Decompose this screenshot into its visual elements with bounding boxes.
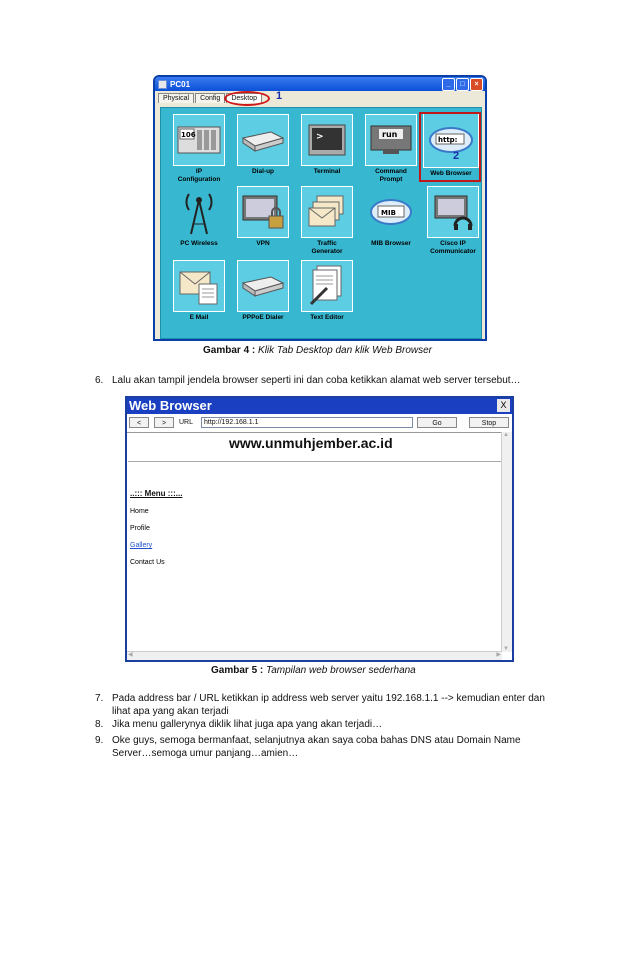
site-link-gallery[interactable]: Gallery (130, 542, 153, 549)
app-label: Dial-up (251, 168, 275, 175)
step-number: 6. (95, 375, 104, 386)
caption-text: Klik Tab Desktop dan klik Web Browser (258, 345, 432, 356)
close-button[interactable]: × (470, 78, 483, 91)
app-label: Traffic Generator (311, 240, 343, 255)
url-input[interactable]: http://192.168.1.1 (201, 417, 413, 428)
site-divider (128, 461, 501, 462)
app-label: Command Prompt (375, 168, 407, 183)
app-mib-browser[interactable] (359, 186, 423, 248)
step-text: lihat apa yang akan terjadi (112, 706, 229, 717)
modem-icon (237, 114, 289, 166)
svg-text:run: run (382, 130, 398, 139)
svg-text:>: > (316, 132, 324, 142)
email-icon (173, 260, 225, 312)
vertical-scrollbar[interactable] (501, 432, 512, 652)
step-marker-2: 2 (453, 150, 460, 162)
pc-desktop (160, 107, 482, 339)
step-number: 9. (95, 735, 104, 746)
caption-text: Tampilan web browser sederhana (266, 665, 416, 676)
app-icon (158, 80, 167, 89)
app-label: PC Wireless (180, 240, 218, 247)
scroll-right-icon[interactable]: ▶ (496, 652, 501, 658)
pppoe-dialer-icon (237, 260, 289, 312)
scroll-down-icon[interactable]: ▼ (503, 646, 509, 652)
step-text: Oke guys, semoga bermanfaat, selanjutnya akan saya coba bahas DNS atau Domain Name (112, 735, 521, 746)
app-label: VPN (256, 240, 270, 247)
svg-text:MIB: MIB (381, 209, 396, 217)
app-traffic-generator[interactable] (295, 186, 359, 256)
app-pppoe-dialer[interactable] (231, 260, 295, 322)
app-label: Cisco IP Communicator (430, 240, 476, 255)
scroll-left-icon[interactable]: ◀ (128, 652, 133, 658)
app-dial-up[interactable] (231, 114, 295, 176)
step-9 (95, 734, 595, 762)
app-pc-wireless[interactable] (167, 186, 231, 248)
pc01-titlebar (155, 77, 485, 91)
ip-communicator-icon (427, 186, 479, 238)
web-browser-highlight (419, 112, 481, 182)
step-7 (95, 692, 595, 720)
site-title: www.unmuhjember.ac.id (229, 435, 393, 451)
browser-titlebar (127, 398, 512, 414)
text-editor-icon (301, 260, 353, 312)
step-marker-1: 1 (276, 90, 283, 102)
site-menu-heading: ..::: Menu :::... (130, 489, 183, 498)
figure-4-caption (203, 345, 432, 356)
step-6 (95, 374, 575, 388)
terminal-icon (301, 114, 353, 166)
stop-button[interactable]: Stop (469, 417, 509, 428)
command-prompt-icon (365, 114, 417, 166)
browser-title: Web Browser (129, 398, 212, 413)
go-button[interactable]: Go (417, 417, 457, 428)
app-vpn[interactable] (231, 186, 295, 248)
maximize-button[interactable]: □ (456, 78, 469, 91)
app-ip-configuration[interactable] (167, 114, 231, 184)
step-text: Jika menu gallerynya diklik lihat juga apa yang akan terjadi… (112, 719, 383, 730)
app-label: Web Browser (430, 170, 472, 177)
web-browser-window (125, 396, 514, 662)
app-label: Terminal (313, 168, 341, 175)
app-label: Text Editor (310, 314, 344, 321)
app-email[interactable] (167, 260, 231, 322)
app-cisco-ip-communicator[interactable] (421, 186, 485, 256)
tab-desktop[interactable]: Desktop (226, 93, 262, 103)
forward-button[interactable]: > (154, 417, 174, 428)
vpn-lock-icon (237, 186, 289, 238)
figure-5-caption (211, 665, 416, 676)
app-label: E Mail (189, 314, 209, 321)
app-label: MIB Browser (371, 240, 411, 247)
browser-viewport (127, 432, 502, 652)
tab-physical[interactable]: Physical (158, 93, 194, 103)
traffic-generator-icon (301, 186, 353, 238)
back-button[interactable]: < (129, 417, 149, 428)
app-command-prompt[interactable] (359, 114, 423, 184)
step-8 (95, 718, 595, 732)
step-text: Pada address bar / URL ketikkan ip address web server yaitu 192.168.1.1 --> kemudian enter dan (112, 693, 545, 704)
ip-configuration-icon (173, 114, 225, 166)
app-text-editor[interactable] (295, 260, 359, 322)
step-number: 8. (95, 719, 104, 730)
site-link-profile[interactable]: Profile (130, 525, 150, 532)
caption-label: Gambar 4 : (203, 345, 256, 356)
horizontal-scrollbar[interactable] (127, 651, 502, 660)
step-number: 7. (95, 693, 104, 704)
pc01-window (153, 75, 487, 341)
browser-toolbar (127, 416, 512, 430)
step-text: Server…semoga umur panjang…amien… (112, 748, 299, 759)
tab-config[interactable]: Config (195, 93, 225, 103)
window-title: PC01 (170, 79, 191, 89)
svg-text:106: 106 (181, 131, 196, 139)
app-label: IP Configuration (177, 168, 221, 183)
site-link-contact-us[interactable]: Contact Us (130, 559, 165, 566)
site-link-home[interactable]: Home (130, 508, 149, 515)
mib-browser-icon (365, 186, 417, 238)
minimize-button[interactable]: _ (442, 78, 455, 91)
app-terminal[interactable] (295, 114, 359, 176)
svg-text:http:: http: (438, 136, 458, 144)
caption-label: Gambar 5 : (211, 665, 264, 676)
browser-close-button[interactable]: X (497, 399, 510, 412)
step-text: Lalu akan tampil jendela browser seperti ini dan coba ketikkan alamat web server tersebut… (112, 375, 521, 386)
url-label: URL (179, 419, 194, 426)
desktop-tab-highlight (224, 91, 270, 106)
wireless-tower-icon (173, 186, 225, 238)
scroll-up-icon[interactable]: ▲ (503, 432, 509, 438)
app-label: PPPoE Dialer (242, 314, 284, 321)
